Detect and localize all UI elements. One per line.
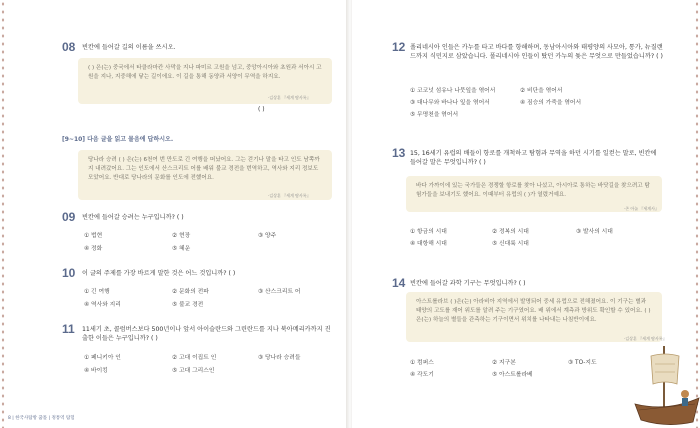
option-09-2[interactable]: ② 현장 xyxy=(172,233,191,239)
option-11-5[interactable]: ⑤ 고대 그리스인 xyxy=(172,368,215,374)
option-13-4[interactable]: ④ 대항해 시대 xyxy=(410,241,447,247)
option-10-4[interactable]: ④ 역사와 지리 xyxy=(84,302,121,308)
question-number-14: 14 xyxy=(392,276,406,290)
option-14-3[interactable]: ③ TO-지도 xyxy=(568,360,597,366)
section-heading-9-10: [9~10] 다음 글을 읽고 물음에 답하시오. xyxy=(62,136,174,143)
option-09-4[interactable]: ④ 정화 xyxy=(84,246,103,252)
option-12-3[interactable]: ③ 대나무와 바나나 잎을 엮어서 xyxy=(410,100,490,106)
option-13-3[interactable]: ③ 발사의 시대 xyxy=(576,229,613,235)
passage-14-source: ·김상훈 『세계 탐사록』 xyxy=(624,336,667,341)
question-13-text: 15, 16세기 유럽의 배들이 항로를 개척하고 탐험과 무역을 하던 시기를 일컫는 말로, 빈칸에 들어갈 말은 무엇입니까? ( ) xyxy=(410,150,657,166)
option-09-5[interactable]: ⑤ 혜운 xyxy=(172,246,191,252)
question-number-08: 08 xyxy=(62,40,76,54)
passage-9-10-source: ·김상훈 『세계 탐사록』 xyxy=(268,193,311,198)
option-10-5[interactable]: ⑤ 불교 경전 xyxy=(172,302,204,308)
option-14-5[interactable]: ⑤ 아스트롤라베 xyxy=(492,372,533,378)
option-10-3[interactable]: ③ 산스크리트 어 xyxy=(258,289,301,295)
sailing-ship-illustration xyxy=(633,338,700,428)
option-11-4[interactable]: ④ 바이킹 xyxy=(84,368,108,374)
passage-14: 아스트롤라브 ( )은(는) 아라비아 지역에서 발명되어 중세 유럽으로 전해졌어요. 이 기구는 별과 태양의 고도를 재어 위도를 알려 주는 기구였어요. 배 위에서 계측과 방위도 확인할 수 있어요. ( ) 은(는) 하늘의 별들을 관측하는 기구이면서 위치를 나타내는 나침반이에요. xyxy=(416,299,651,323)
question-number-09: 09 xyxy=(62,210,76,224)
passage-08-source: ·김상훈 『세계 탐사록』 xyxy=(268,95,311,100)
passage-08: ( ) 은(는) 중국에서 타클라마칸 사막을 지나 파미르 고원을 넘고, 중앙아시아와 초원과 서아시 고원을 지나, 지중해에 닿는 길이에요. 이 길을 통해 동양과 서양이 무역을 하지요. xyxy=(88,65,322,80)
passage-13: 바다 가까이에 있는 국가들은 경쟁할 항로를 찾아 나섰고, 아시아로 통하는 바닷길을 찾으려고 탐험가들을 보내기도 했어요. 이때부터 유럽의 ( )가 열렸거예요. xyxy=(416,183,650,198)
question-number-13: 13 xyxy=(392,146,406,160)
question-11-text: 11세기 초, 콜럼버스보다 500년이나 앞서 아이슬란드와 그린란드를 지나 북아메리카까지 진출한 이들은 누구입니까? ( ) xyxy=(82,326,331,342)
option-12-5[interactable]: ⑤ 무명천을 엮어서 xyxy=(410,112,459,118)
passage-box-14 xyxy=(406,292,662,342)
option-09-3[interactable]: ③ 양주 xyxy=(258,233,277,239)
option-13-5[interactable]: ⑤ 신대륙 시대 xyxy=(492,241,529,247)
option-14-2[interactable]: ② 지구본 xyxy=(492,360,516,366)
question-number-12: 12 xyxy=(392,40,406,54)
option-13-2[interactable]: ② 정복의 시대 xyxy=(492,229,529,235)
question-09-text: 빈칸에 들어갈 승려는 누구입니까? ( ) xyxy=(82,214,184,221)
passage-9-10: 당나라 승려 ( ) 은(는) 6천여 번 만도로 긴 여행을 떠났어요. 그는 걷기나 말을 타고 인도 남쪽까지 내려갔어요. 그는 인도에서 산스크리트 어를 배워 불교 경전을 번역하고, 역사와 지리 정보도 모았어요. 반대로 당나라의 문화를 인도에 전했어요. xyxy=(88,157,320,181)
option-14-1[interactable]: ① 컴퍼스 xyxy=(410,360,434,366)
question-08-text: 빈칸에 들어갈 길의 이름을 쓰시오. xyxy=(82,44,176,51)
option-11-1[interactable]: ① 페니키아 인 xyxy=(84,355,121,361)
option-11-3[interactable]: ③ 당나라 승려들 xyxy=(258,355,301,361)
question-14-text: 빈칸에 들어갈 과학 기구는 무엇입니까? ( ) xyxy=(410,280,526,287)
option-12-4[interactable]: ④ 짐승의 가죽을 엮어서 xyxy=(520,100,582,106)
option-12-2[interactable]: ② 비단을 엮어서 xyxy=(520,88,563,94)
option-13-1[interactable]: ① 항금의 시대 xyxy=(410,229,447,235)
left-page xyxy=(0,0,348,428)
question-10-text: 이 글의 주제를 가장 바르게 말한 것은 어느 것입니까? ( ) xyxy=(82,270,236,277)
page-footer: 8 | 한국사탐방 꿈틀 | 정통역 탐험 xyxy=(8,416,75,421)
page-edge-dots xyxy=(0,0,6,428)
question-number-10: 10 xyxy=(62,266,76,280)
option-11-2[interactable]: ② 고대 이집트 인 xyxy=(172,355,217,361)
option-14-4[interactable]: ④ 각도기 xyxy=(410,372,434,378)
option-09-1[interactable]: ① 법현 xyxy=(84,233,103,239)
option-10-2[interactable]: ② 문화의 전파 xyxy=(172,289,209,295)
question-12-text: 폴리네시아 인들은 카누를 타고 바다를 항해하며, 동남아시아와 태평양의 사모아, 통가, 뉴질랜드까지 식민지로 삼았습니다. 폴리네시아 인들이 탔던 카누의 돛은 무엇으로 만들었습니까? ( ) xyxy=(410,44,663,60)
answer-08-field[interactable]: ( ) xyxy=(258,106,265,113)
option-12-1[interactable]: ① 코코넛 섬유나 나뭇잎을 엮어서 xyxy=(410,88,496,94)
passage-13-source: ·존 아놀 『세계사』 xyxy=(624,206,659,211)
option-10-1[interactable]: ① 긴 여행 xyxy=(84,289,110,295)
question-number-11: 11 xyxy=(62,322,75,336)
